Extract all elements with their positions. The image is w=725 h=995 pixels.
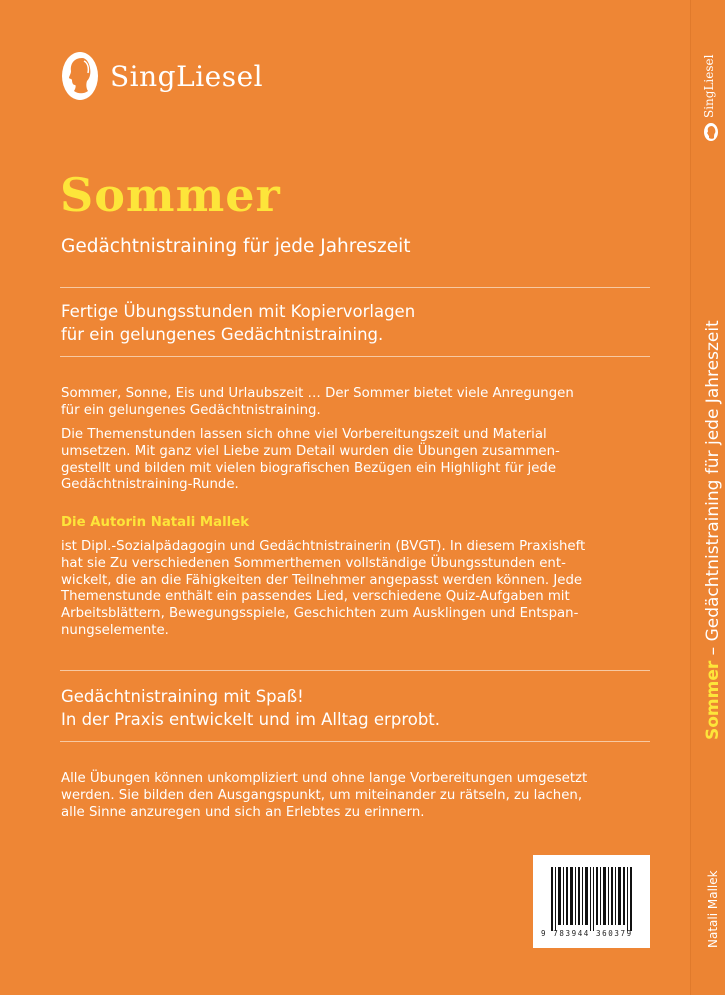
author-bio	[61, 539, 601, 640]
isbn-barcode	[533, 855, 650, 948]
book-title: Sommer	[60, 168, 281, 222]
intro-paragraph	[61, 386, 601, 420]
spine-subtitle: – Gedächtnistraining für jede Jahreszeit	[703, 320, 723, 661]
text-line: umsetzen. Mit ganz viel Liebe zum Detail wurden die Übungen zusammen-	[61, 443, 560, 459]
text-line: alle Sinne anzuregen und sich an Erlebtes zu erinnern.	[61, 804, 425, 820]
text-line: Themenstunde enthält ein passendes Lied, verschiedene Quiz-Aufgaben mit	[61, 589, 570, 605]
text-line: nungselemente.	[61, 622, 169, 638]
text-line: wickelt, die an die Fähigkeiten der Teilnehmer angepasst werden können. Jede	[61, 572, 583, 588]
highlight-text	[61, 685, 440, 731]
text-line: hat sie Zu verschiedenen Sommerthemen vollständige Übungsstunden ent-	[61, 555, 566, 571]
text-line: ist Dipl.-Sozialpädagogin und Gedächtnistrainerin (BVGT). In diesem Praxisheft	[61, 539, 586, 554]
isbn-number: 9 783944 360379	[541, 929, 633, 938]
text-line: Sommer, Sonne, Eis und Urlaubszeit … Der Sommer bietet viele Anregungen	[61, 386, 574, 401]
text-line: Die Themenstunden lassen sich ohne viel Vorbereitungszeit und Material	[61, 427, 547, 442]
book-subtitle: Gedächtnistraining für jede Jahreszeit	[61, 236, 411, 257]
spine-title: Sommer	[703, 660, 723, 740]
divider	[60, 670, 650, 671]
divider	[60, 356, 650, 357]
spine-logo-icon	[703, 122, 719, 142]
closing-paragraph	[61, 771, 601, 821]
author-heading: Die Autorin Natali Mallek	[61, 515, 250, 530]
highlight-line: In der Praxis entwickelt und im Alltag erprobt.	[61, 710, 441, 729]
lead-line: Fertige Übungsstunden mit Kopiervorlagen	[61, 302, 416, 321]
divider	[60, 741, 650, 742]
lead-text	[61, 300, 415, 346]
themes-paragraph	[61, 427, 601, 494]
brand-logo	[60, 50, 263, 102]
text-line: für ein gelungenes Gedächtnistraining.	[61, 402, 321, 418]
text-line: Arbeitsblättern, Bewegungsspiele, Geschichten zum Ausklingen und Entspan-	[61, 606, 579, 622]
spine-author: Natali Mallek	[706, 870, 720, 948]
lead-line: für ein gelungenes Gedächtnistraining.	[61, 325, 384, 344]
brand-name: SingLiesel	[110, 59, 264, 93]
text-line: gestellt und bilden mit vielen biografischen Bezügen ein Highlight für jede	[61, 460, 557, 476]
spine-brand	[702, 55, 716, 118]
spine-brand-name: SingLiesel	[702, 54, 716, 118]
spine-title-block	[703, 320, 723, 740]
highlight-line: Gedächtnistraining mit Spaß!	[61, 687, 304, 706]
text-line: werden. Sie bilden den Ausgangspunkt, um miteinander zu rätseln, zu lachen,	[61, 787, 583, 803]
text-line: Alle Übungen können unkompliziert und ohne lange Vorbereitungen umgesetzt	[61, 771, 588, 786]
divider	[60, 287, 650, 288]
text-line: Gedächtnistraining-Runde.	[61, 477, 239, 493]
singliesel-logo-icon	[60, 50, 100, 102]
